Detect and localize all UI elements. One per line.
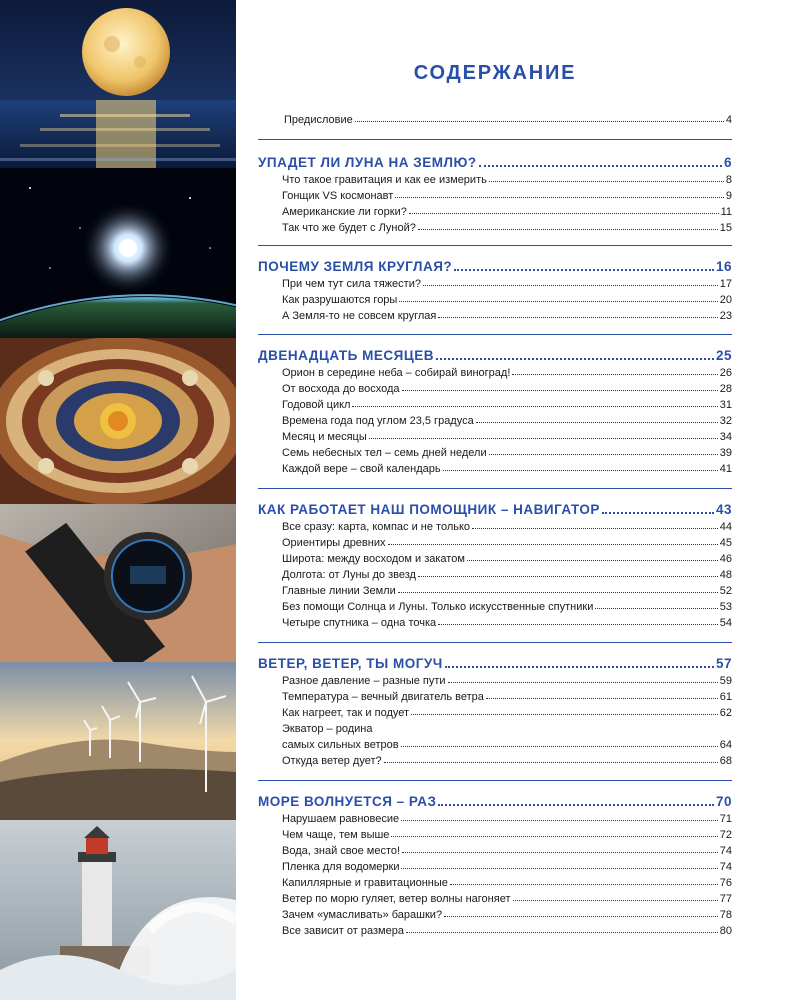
toc-entry-page: 4 [725,114,732,126]
toc-entry-page: 78 [719,909,732,921]
toc-entry[interactable] [258,186,732,202]
toc-entry[interactable] [258,549,732,565]
leader-dots [391,836,717,837]
leader-dots [423,285,718,286]
toc-entry-label: Все зависит от размера [282,925,404,937]
leader-dots [450,884,718,885]
toc-entry-page: 62 [719,707,732,719]
leader-dots [513,900,718,901]
toc-entry-label: Капиллярные и гравитационные [282,877,448,889]
toc-entry-label: Предисловие [284,114,353,126]
toc-entry[interactable] [258,825,732,841]
chapter-divider [258,488,732,489]
chapter-divider [258,245,732,246]
toc-entry-page: 46 [719,553,732,565]
leader-dots [489,181,724,182]
toc-entry-label: Чем чаще, тем выше [282,829,390,841]
leader-dots [467,560,718,561]
toc-entry[interactable] [258,202,732,218]
leader-dots [438,317,717,318]
toc-entry[interactable] [258,735,732,751]
wind-turbines-image [0,662,236,820]
leader-dots [444,916,718,917]
toc-chapter[interactable] [258,653,732,671]
toc-entry-label: Без помощи Солнца и Луны. Только искусственные спутники [282,601,594,613]
leader-dots [486,698,718,699]
leader-dots [595,608,717,609]
toc-entry[interactable] [258,218,732,234]
toc-chapter-page: 6 [723,155,732,170]
toc-entry-label: Главные линии Земли [282,585,396,597]
toc-chapter-label: УПАДЕТ ЛИ ЛУНА НА ЗЕМЛЮ? [258,155,477,170]
chapter-divider [258,780,732,781]
toc-entry-label: Зачем «умасливать» барашки? [282,909,443,921]
toc-entry-label: Что такое гравитация и как ее измерить [282,174,487,186]
toc-entry[interactable] [258,921,732,937]
toc-entry-page: 52 [719,585,732,597]
toc-entry-label: Долгота: от Луны до звезд [282,569,416,581]
toc-entry-label: Так что же будет с Луной? [282,222,416,234]
toc-entry-label: Каждой вере – свой календарь [282,463,441,475]
toc-entry-page: 45 [719,537,732,549]
toc-entry-page: 15 [719,222,732,234]
toc-entry-page: 28 [719,383,732,395]
toc-entry[interactable] [258,427,732,443]
toc-entry-page: 41 [719,463,732,475]
toc-entry-page: 80 [719,925,732,937]
toc-entry[interactable] [258,703,732,719]
toc-entry-label: самых сильных ветров [282,739,399,751]
leader-dots [436,358,714,360]
toc-entry-page: 74 [719,845,732,857]
image-strip [0,0,236,1000]
toc-entry-page: 48 [719,569,732,581]
leader-dots [438,624,718,625]
toc-entry[interactable] [258,873,732,889]
toc-entry-label: Все сразу: карта, компас и не только [282,521,471,533]
toc-chapter-label: ВЕТЕР, ВЕТЕР, ТЫ МОГУЧ [258,656,443,671]
toc-entry-label: Пленка для водомерки [282,861,400,873]
leader-dots [476,422,718,423]
toc-entry-label: Семь небесных тел – семь дней недели [282,447,487,459]
toc-entry-page: 23 [719,310,732,322]
toc-chapter-page: 70 [715,794,732,809]
leader-dots [395,197,724,198]
leader-dots [438,804,714,806]
leader-dots [489,454,718,455]
toc-entry-label: Четыре спутника – одна точка [282,617,437,629]
toc-entry-label: Вода, знай свое место! [282,845,401,857]
toc-entry-page: 34 [719,431,732,443]
toc-entry-foreword[interactable] [258,110,732,126]
toc-entry-page: 68 [719,755,732,767]
toc-entry-page: 71 [719,813,732,825]
leader-dots [472,528,718,529]
astronomical-chart-image [0,338,236,504]
full-moon-over-sea-image [0,0,236,168]
chapter-divider [258,642,732,643]
leader-dots [602,512,714,514]
toc-entry-label: А Земля-то не совсем круглая [282,310,437,322]
toc-chapter-label: МОРЕ ВОЛНУЕТСЯ – РАЗ [258,794,437,809]
toc-entry-page: 44 [719,521,732,533]
toc-entry-page: 32 [719,415,732,427]
leader-dots [402,390,718,391]
toc-entry-page: 20 [719,294,732,306]
leader-dots [401,868,717,869]
toc-entry[interactable] [258,751,732,767]
toc-entry-page: 61 [719,691,732,703]
toc-entry[interactable] [258,671,732,687]
toc-entry[interactable] [258,889,732,905]
toc-entry-page: 64 [719,739,732,751]
leader-dots [399,301,717,302]
toc-entry-label: Температура – вечный двигатель ветра [282,691,484,703]
leader-dots [401,746,718,747]
leader-dots [409,213,719,214]
toc-entry[interactable] [258,517,732,533]
toc-entry-page: 11 [720,206,732,218]
toc-entry-label: При чем тут сила тяжести? [282,278,421,290]
leader-dots [411,714,718,715]
toc-entry-label: Времена года под углом 23,5 градуса [282,415,474,427]
toc-entry[interactable] [258,533,732,549]
leader-dots [406,932,718,933]
toc-entry-page: 8 [725,174,732,186]
toc-entry-label: Орион в середине неба – собирай виноград! [282,367,511,379]
toc-entry-page: 39 [719,447,732,459]
toc-chapter-page: 57 [715,656,732,671]
toc-entry-page: 77 [719,893,732,905]
toc-entry-label: Как разрушаются горы [282,294,398,306]
toc-entry-page: 31 [719,399,732,411]
toc-entry[interactable] [258,459,732,475]
toc-entry-label: Ветер по морю гуляет, ветер волны нагоняет [282,893,511,905]
toc-entry[interactable] [258,841,732,857]
toc-entry-label: Ориентиры древних [282,537,386,549]
page-title: СОДЕРЖАНИЕ [413,62,577,84]
leader-dots [443,470,718,471]
leader-dots [512,374,717,375]
toc-entry[interactable] [258,411,732,427]
toc-chapter[interactable] [258,152,732,170]
toc-chapter-page: 43 [715,502,732,517]
toc-entry-label: Откуда ветер дует? [282,755,382,767]
toc-entry[interactable] [258,443,732,459]
toc-entry[interactable] [258,613,732,629]
chapter-divider [258,139,732,140]
toc-entry[interactable] [258,290,732,306]
toc-chapter-page: 25 [715,348,732,363]
toc-entry-label: Широта: между восходом и закатом [282,553,465,565]
toc-entry[interactable] [258,395,732,411]
toc-chapter-page: 16 [715,259,732,274]
leader-dots [369,438,718,439]
leader-dots [418,229,718,230]
leader-dots [384,762,718,763]
toc-entry[interactable] [258,274,732,290]
toc-entry-page: 26 [719,367,732,379]
leader-dots [388,544,718,545]
leader-dots [454,269,714,271]
toc-entry-label: Гонщик VS космонавт [282,190,394,202]
toc-chapter[interactable] [258,791,732,809]
toc-entry[interactable] [258,687,732,703]
sun-over-earth-image [0,168,236,338]
toc-entry[interactable] [258,857,732,873]
toc-entry-page: 76 [719,877,732,889]
toc-entry-label: Экватор – родина [282,723,373,735]
toc-entry[interactable] [258,597,732,613]
leader-dots [352,406,717,407]
toc-entry-page: 9 [725,190,732,202]
toc-entry-label: От восхода до восхода [282,383,400,395]
toc-chapter[interactable] [258,345,732,363]
toc-chapter[interactable] [258,256,732,274]
toc-entry-page: 54 [719,617,732,629]
toc-entry[interactable] [258,363,732,379]
table-of-contents [258,0,732,1000]
toc-entry[interactable] [258,170,732,186]
toc-entry[interactable] [258,581,732,597]
toc-entry-label: Месяц и месяцы [282,431,367,443]
leader-dots [355,121,724,122]
toc-entry-page: 72 [719,829,732,841]
toc-entry-page: 53 [719,601,732,613]
toc-entry[interactable] [258,809,732,825]
leader-dots [398,592,718,593]
toc-entry-label: Как нагреет, так и подует [282,707,410,719]
toc-entry-label: Годовой цикл [282,399,351,411]
lighthouse-storm-image [0,820,236,1000]
toc-entry[interactable] [258,565,732,581]
toc-entry[interactable] [258,905,732,921]
leader-dots [445,666,714,668]
leader-dots [418,576,718,577]
leader-dots [448,682,718,683]
toc-entry[interactable] [258,306,732,322]
toc-chapter-label: ДВЕНАДЦАТЬ МЕСЯЦЕВ [258,348,434,363]
smartwatch-image [0,504,236,662]
toc-entry-continued[interactable] [258,719,732,735]
toc-entry[interactable] [258,379,732,395]
toc-chapter[interactable] [258,499,732,517]
toc-entry-label: Американские ли горки? [282,206,407,218]
chapter-divider [258,334,732,335]
toc-entry-page: 17 [719,278,732,290]
toc-chapter-label: ПОЧЕМУ ЗЕМЛЯ КРУГЛАЯ? [258,259,453,274]
leader-dots [401,820,718,821]
toc-entry-page: 59 [719,675,732,687]
leader-dots [479,165,722,167]
leader-dots [402,852,718,853]
toc-entry-label: Нарушаем равновесие [282,813,400,825]
toc-chapter-label: КАК РАБОТАЕТ НАШ ПОМОЩНИК – НАВИГАТОР [258,502,600,517]
toc-entry-label: Разное давление – разные пути [282,675,446,687]
toc-entry-page: 74 [719,861,732,873]
